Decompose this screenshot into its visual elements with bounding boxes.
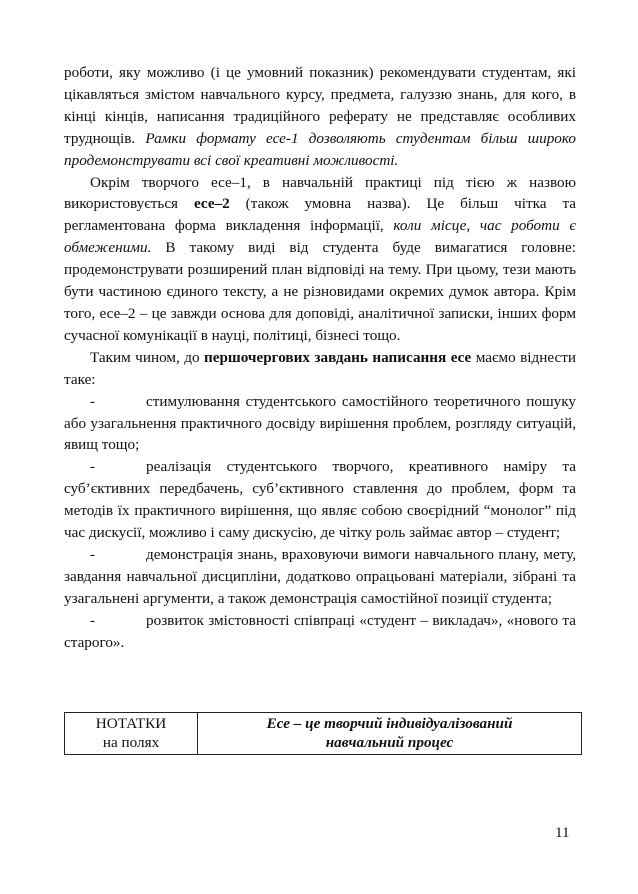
notes-row <box>65 713 582 755</box>
paragraph-1 <box>64 62 576 172</box>
primary-tasks-bold: першочергових завдань написання есе <box>203 348 472 366</box>
notes-sublabel: на полях <box>102 734 160 751</box>
notes-label: НОТАТКИ <box>95 715 167 732</box>
paragraph-2-text: Окрім творчого есе–1, в навчальній практиці під тією ж назвою використовується <box>64 173 576 213</box>
notes-label-cell <box>65 713 198 755</box>
list-item <box>64 391 576 457</box>
list-item <box>64 544 576 610</box>
list-item-text: демонстрація знань, враховуючи вимоги навчального плану, мету, завдання навчальної дисципліни, додатково опрацьовані матеріали, зібрані та узагальнені аргументи, а також демонстрація самостійної позиції студента; <box>64 545 576 607</box>
page-number: 11 <box>555 824 570 841</box>
paragraph-2 <box>64 172 576 347</box>
notes-content-line-2: навчальний процес <box>325 734 454 751</box>
list-item <box>64 456 576 544</box>
time-limit-italic: коли місце, час роботи є обмеженими. <box>64 217 576 257</box>
dash-marker: - <box>90 545 96 563</box>
list-item-text: реалізація студентського творчого, креативного наміру та суб’єктивних передбачень, суб’єктивного ставлення до проблем, форм та методів їх практичного вирішення, що являє собою своєрідний “монолог” під час дискусії, можливо і саму дискусію, де чітку роль займає автор – студент; <box>64 458 576 542</box>
paragraph-2-text-end: В такому виді від студента буде вимагатися головне: продемонструвати розширений план відповіді на тему. При цьому, тези мають бути частиною єдиного тексту, а не різновидами окремих думок автора. Крім того, есе–2 – це завжди основа для доповіді, аналітичної записки, інших форм сучасної комунікації в науці, політиці, бізнесі тощо. <box>64 239 576 344</box>
body-text <box>64 62 576 653</box>
list-item-text: стимулювання студентського самостійного теоретичного пошуку або узагальнення практичного досвіду вирішення проблем, розгляду ситуацій, явищ тощо; <box>64 392 576 454</box>
paragraph-3-text-end: маємо віднести таке: <box>64 348 576 388</box>
essay-2-term: есе–2 <box>193 195 230 213</box>
paragraph-2-text-cont: (також умовна назва). Це більш чітка та регламентована форма викладення інформації, <box>64 195 577 235</box>
margin-notes-table <box>64 712 582 755</box>
dash-marker: - <box>90 458 96 476</box>
paragraph-3 <box>64 347 576 391</box>
dash-marker: - <box>90 392 96 410</box>
format-note-italic: Рамки формату есе-1 дозволяють студентам більш широко продемонструвати всі свої креативні можливості. <box>64 129 576 169</box>
notes-content-line-1: Есе – це творчий індивідуалізований <box>266 715 513 732</box>
paragraph-1-text: роботи, яку можливо (і це умовний показник) рекомендувати студентам, які цікавляться змістом навчального курсу, предмета, галуззю знань, для кого, в кінці кінців, написання традиційного реферату не представляє особливих труднощів. <box>64 64 576 147</box>
dash-marker: - <box>90 611 96 629</box>
list-item <box>64 610 576 654</box>
list-item-text: розвиток змістовності співпраці «студент – викладач», «нового та старого». <box>64 611 576 651</box>
notes-content-cell <box>198 713 582 755</box>
paragraph-3-text: Таким чином, до <box>90 348 204 366</box>
